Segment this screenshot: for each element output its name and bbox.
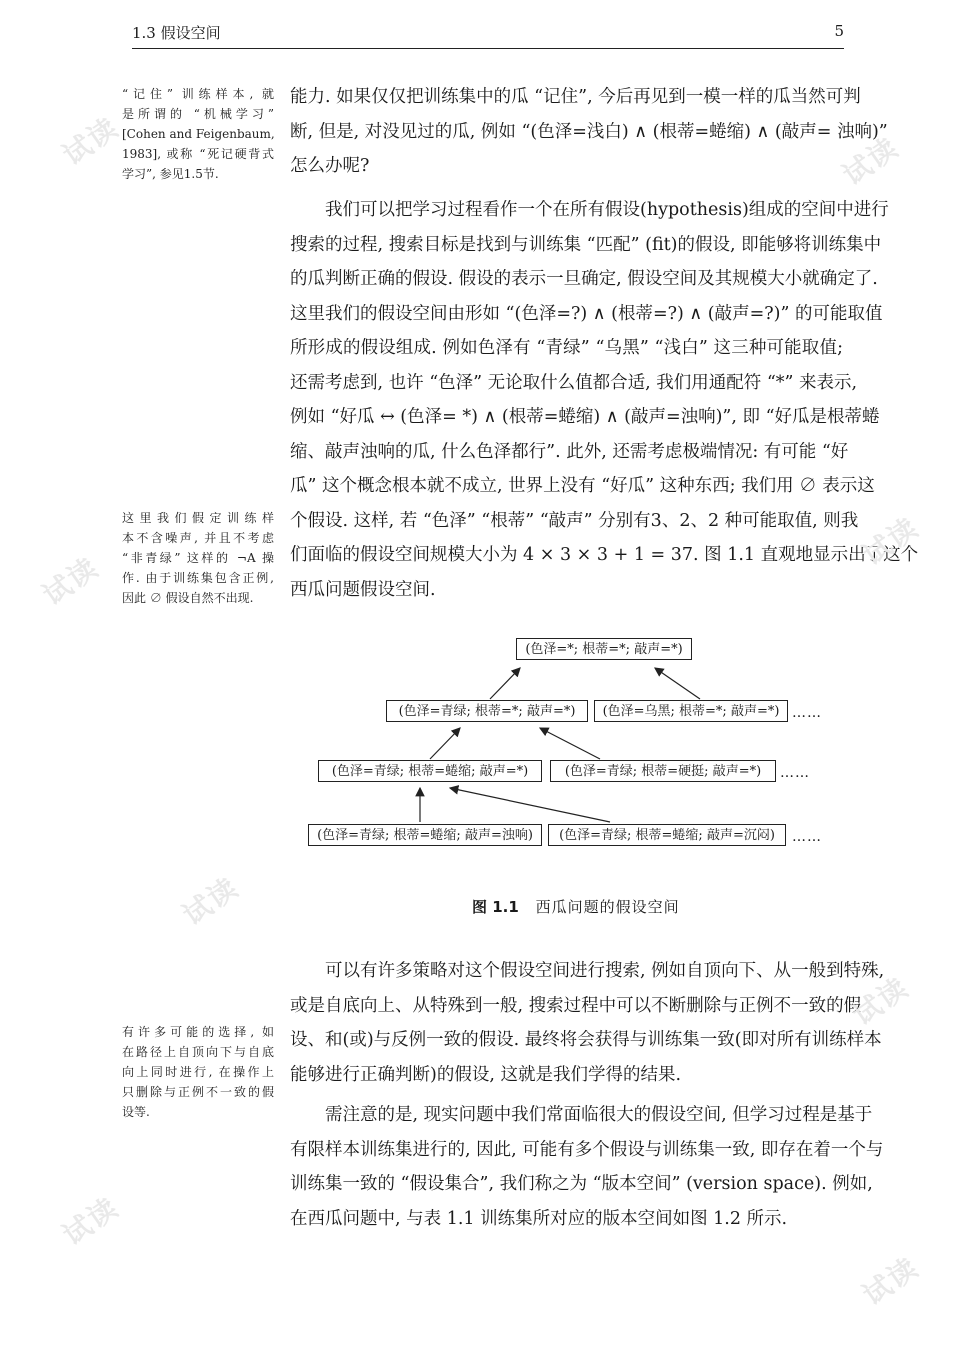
watermark: 试读 — [856, 1250, 925, 1312]
watermark: 试读 — [36, 550, 105, 612]
arrow — [540, 728, 600, 759]
watermark: 试读 — [856, 510, 925, 572]
hypothesis-node: (色泽=青绿; 根蒂=*; 敲声=*) — [386, 700, 588, 722]
text-line: 能力. 如果仅仅把训练集中的瓜 “记住”, 今后再见到一模一样的瓜当然可判 — [290, 87, 861, 107]
figure-caption — [472, 896, 680, 917]
arrow — [655, 668, 700, 699]
text-line: 能够进行正确判断)的假设, 这就是我们学得的结果. — [290, 1064, 682, 1085]
arrow — [490, 668, 520, 699]
header-section-title: 1.3 假设空间 — [132, 24, 221, 42]
margin-note-3 — [122, 1022, 274, 1122]
text-line: 或是自底向上、从特殊到一般, 搜索过程中可以不断删除与正例不一致的假 — [290, 995, 862, 1016]
figure-caption-number: 图 1.1 — [472, 898, 519, 916]
ellipsis: …… — [780, 765, 810, 781]
margin-note-line: 本不含噪声, 并且不考虑 — [122, 531, 274, 545]
hypothesis-node: (色泽=青绿; 根蒂=硬挺; 敲声=*) — [550, 760, 776, 782]
arrow — [450, 788, 610, 822]
margin-note-line: “记住” 训练样本, 就 — [122, 87, 274, 101]
hypothesis-node: (色泽=青绿; 根蒂=蜷缩; 敲声=沉闷) — [548, 824, 786, 846]
text-line: 西瓜问题假设空间. — [290, 579, 436, 600]
paragraph-4 — [290, 1098, 884, 1236]
text-line: 还需考虑到, 也许 “色泽” 无论取什么值都合适, 我们用通配符 “*” 来表示, — [290, 372, 858, 393]
text-line: 搜索的过程, 搜索目标是找到与训练集 “匹配” (fit)的假设, 即能够将训练集中 — [290, 234, 882, 255]
margin-note-line: “非青绿” 这样的 ¬A 操 — [122, 551, 274, 565]
margin-note-line: 有许多可能的选择, 如 — [122, 1025, 274, 1039]
margin-note-line: 是所谓的 “机械学习” — [122, 107, 274, 121]
margin-note-line: 向上同时进行, 在操作上 — [122, 1065, 274, 1079]
margin-note-line: 这里我们假定训练样 — [122, 511, 274, 525]
figure-caption-title: 西瓜问题的假设空间 — [535, 898, 680, 916]
margin-note-line: 1983], 或称 “死记硬背式 — [122, 147, 274, 161]
text-line: 个假设. 这样, 若 “色泽” “根蒂” “敲声” 分别有3、2、2 种可能取值, 则我 — [290, 510, 859, 531]
text-line: 瓜” 这个概念根本就不成立, 世界上没有 “好瓜” 这种东西; 我们用 ∅ 表示这 — [290, 476, 875, 496]
hypothesis-node: (色泽=乌黑; 根蒂=*; 敲声=*) — [594, 700, 788, 722]
hypothesis-node: (色泽=青绿; 根蒂=蜷缩; 敲声=*) — [318, 760, 542, 782]
arrow — [430, 728, 460, 759]
hypothesis-node-root: (色泽=*; 根蒂=*; 敲声=*) — [516, 638, 692, 660]
text-line: 需注意的是, 现实问题中我们常面临很大的假设空间, 但学习过程是基于 — [325, 1105, 873, 1125]
hypothesis-node: (色泽=青绿; 根蒂=蜷缩; 敲声=浊响) — [308, 824, 542, 846]
text-line: 断, 但是, 对没见过的瓜, 例如 “(色泽=浅白) ∧ (根蒂=蜷缩) ∧ (敲声= 浊响)” — [290, 121, 888, 142]
watermark: 试读 — [56, 1190, 125, 1252]
text-line: 可以有许多策略对这个假设空间进行搜索, 例如自顶向下、从一般到特殊, — [325, 961, 885, 981]
text-line: 训练集一致的 “假设集合”, 我们称之为 “版本空间” (version space). 例如, — [290, 1174, 873, 1194]
ellipsis: …… — [792, 829, 822, 845]
margin-note-line: 只删除与正例不一致的假 — [122, 1085, 274, 1099]
margin-note-line: [Cohen and Feigenbaum, — [122, 127, 275, 141]
text-line: 在西瓜问题中, 与表 1.1 训练集所对应的版本空间如图 1.2 所示. — [290, 1208, 788, 1229]
margin-note-2 — [122, 508, 274, 608]
text-line: 例如 “好瓜 ↔ (色泽= *) ∧ (根蒂=蜷缩) ∧ (敲声=浊响)”, 即 “好瓜是根蒂蜷 — [290, 407, 880, 427]
margin-note-line: 因此 ∅ 假设自然不出现. — [122, 591, 254, 605]
text-line: 所形成的假设组成. 例如色泽有 “青绿” “乌黑” “浅白” 这三种可能取值; — [290, 338, 843, 358]
watermark: 试读 — [836, 130, 905, 192]
margin-note-line: 作. 由于训练集包含正例, — [122, 571, 274, 585]
hypothesis-space-figure — [300, 632, 840, 862]
text-line: 的瓜判断正确的假设. 假设的表示一旦确定, 假设空间及其规模大小就确定了. — [290, 269, 878, 289]
watermark: 试读 — [846, 970, 915, 1032]
watermark: 试读 — [56, 110, 125, 172]
ellipsis: …… — [792, 705, 822, 721]
margin-note-1 — [122, 84, 274, 184]
text-line: 我们可以把学习过程看作一个在所有假设(hypothesis)组成的空间中进行 — [325, 200, 889, 220]
text-line: 怎么办呢? — [290, 156, 370, 176]
page-number: 5 — [834, 22, 844, 40]
text-line: 这里我们的假设空间由形如 “(色泽=?) ∧ (根蒂=?) ∧ (敲声=?)” 的可能取值 — [290, 303, 883, 324]
margin-note-line: 设等. — [122, 1105, 150, 1119]
margin-note-line: 学习”, 参见1.5节. — [122, 167, 219, 181]
margin-note-line: 在路径上自顶向下与自底 — [122, 1045, 274, 1059]
text-line: 有限样本训练集进行的, 因此, 可能有多个假设与训练集一致, 即存在着一个与 — [290, 1139, 884, 1160]
text-line: 们面临的假设空间规模大小为 4 × 3 × 3 + 1 = 37. 图 1.1 直观地显示出了这个 — [290, 545, 919, 565]
text-line: 缩、敲声浊响的瓜, 什么色泽都行”. 此外, 还需考虑极端情况: 有可能 “好 — [290, 441, 849, 462]
running-header — [132, 18, 844, 49]
watermark: 试读 — [176, 870, 245, 932]
text-line: 设、和(或)与反例一致的假设. 最终将会获得与训练集一致(即对所有训练样本 — [290, 1030, 882, 1050]
